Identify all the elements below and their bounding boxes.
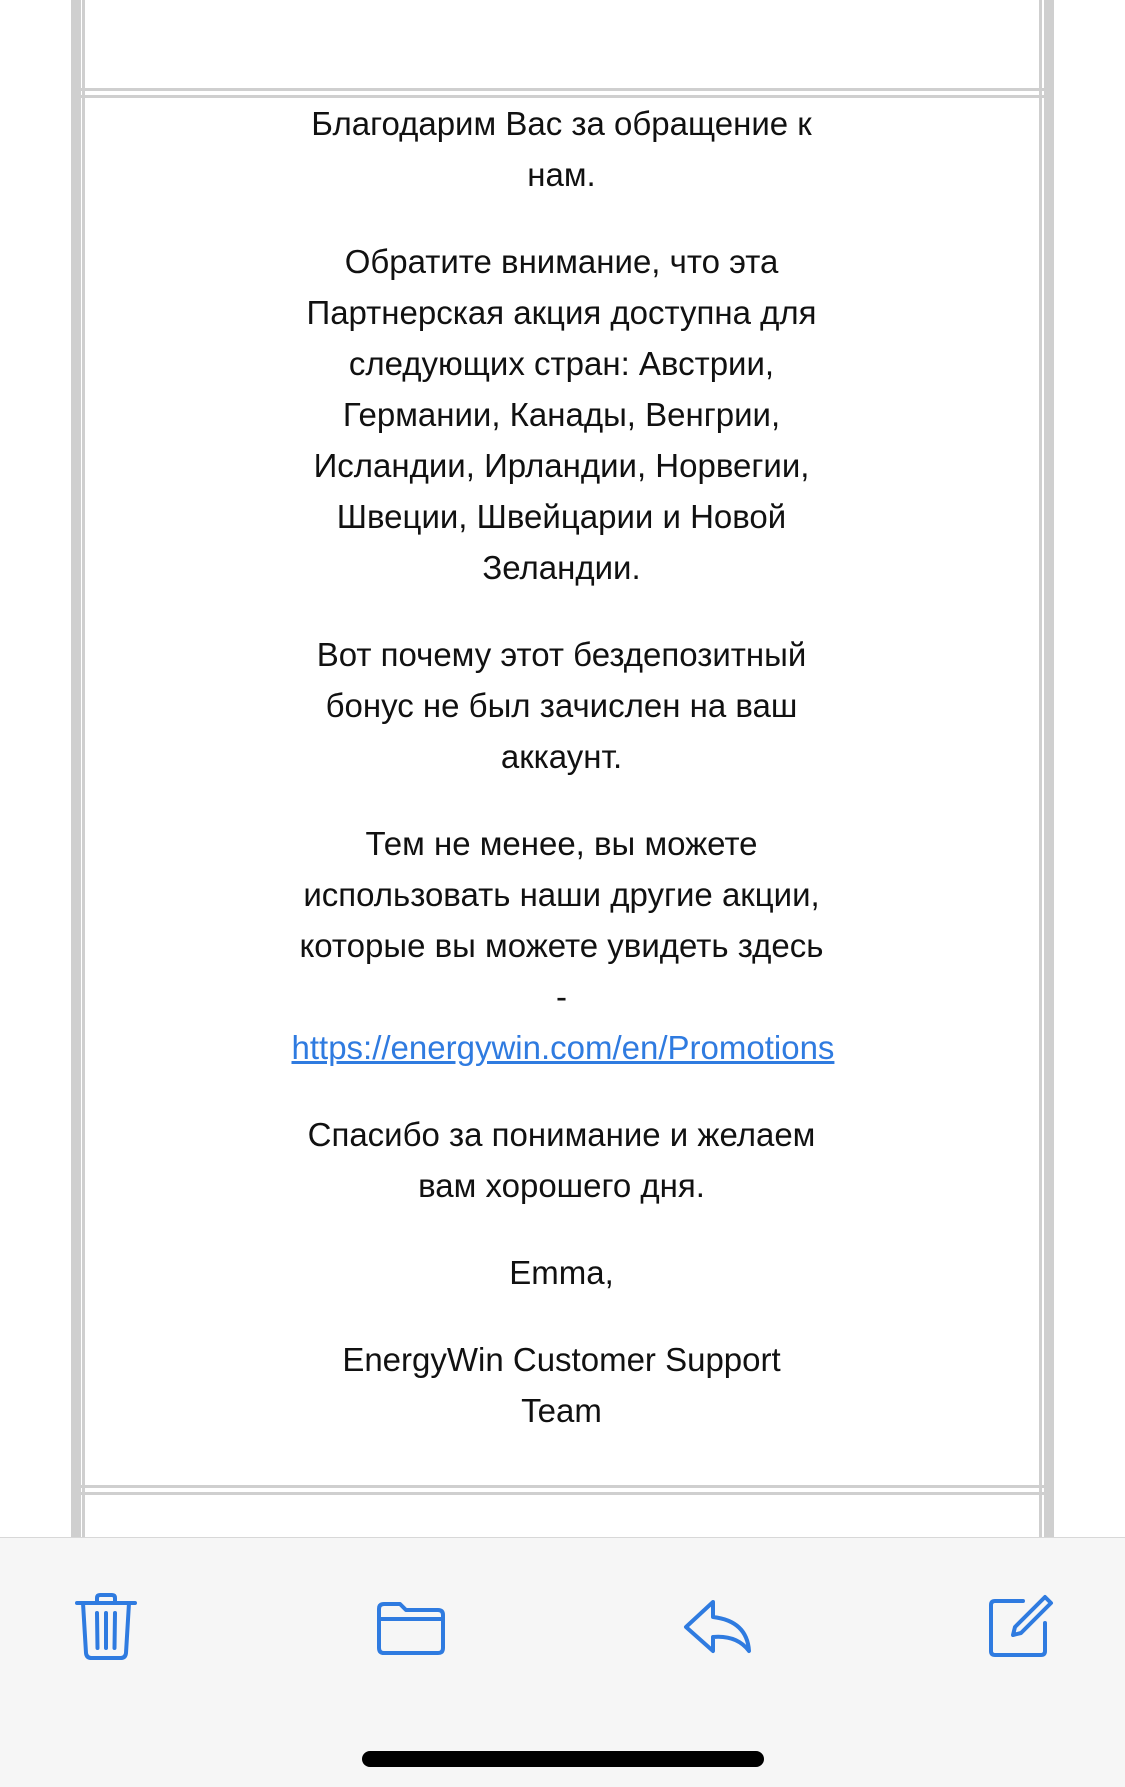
delete-button[interactable] bbox=[61, 1581, 151, 1671]
signature-team: EnergyWin Customer Support Team bbox=[342, 1341, 781, 1429]
closing-paragraph: Спасибо за понимание и желаем вам хорошего дня. bbox=[307, 1116, 816, 1204]
reply-icon bbox=[681, 1589, 755, 1663]
bonus-paragraph: Вот почему этот бездепозитный бонус не был зачислен на ваш аккаунт. bbox=[316, 636, 807, 775]
reply-button[interactable] bbox=[673, 1581, 763, 1671]
table-border-left bbox=[71, 0, 81, 1537]
promo-text: Тем не менее, вы можете использовать наши другие акции, которые вы можете увидеть здесь - bbox=[299, 825, 824, 1015]
greeting-paragraph: Благодарим Вас за обращение к нам. bbox=[311, 105, 812, 193]
trash-icon bbox=[69, 1589, 143, 1663]
table-border-right-inner bbox=[1039, 0, 1042, 1537]
table-border-right bbox=[1044, 0, 1054, 1537]
move-to-folder-button[interactable] bbox=[366, 1581, 456, 1671]
signature-name: Emma, bbox=[509, 1254, 614, 1291]
compose-button[interactable] bbox=[975, 1581, 1065, 1671]
countries-paragraph: Обратите внимание, что эта Партнерская акция доступна для следующих стран: Австрии, Германии, Канады, Венгрии, Исландии, Ирландии, Норвегии, Швеции, Швейцарии и Новой Зеландии. bbox=[306, 243, 817, 586]
table-divider-top bbox=[81, 88, 1044, 91]
folder-icon bbox=[374, 1589, 448, 1663]
table-divider-bottom-inner bbox=[81, 1492, 1044, 1495]
promo-paragraph bbox=[291, 818, 835, 1073]
promotions-link[interactable]: https://energywin.com/en/Promotions bbox=[291, 1029, 835, 1066]
compose-icon bbox=[983, 1589, 1057, 1663]
email-body bbox=[84, 98, 1039, 1472]
table-divider-bottom bbox=[81, 1485, 1044, 1488]
home-indicator[interactable] bbox=[362, 1751, 764, 1767]
bottom-toolbar bbox=[0, 1537, 1125, 1787]
